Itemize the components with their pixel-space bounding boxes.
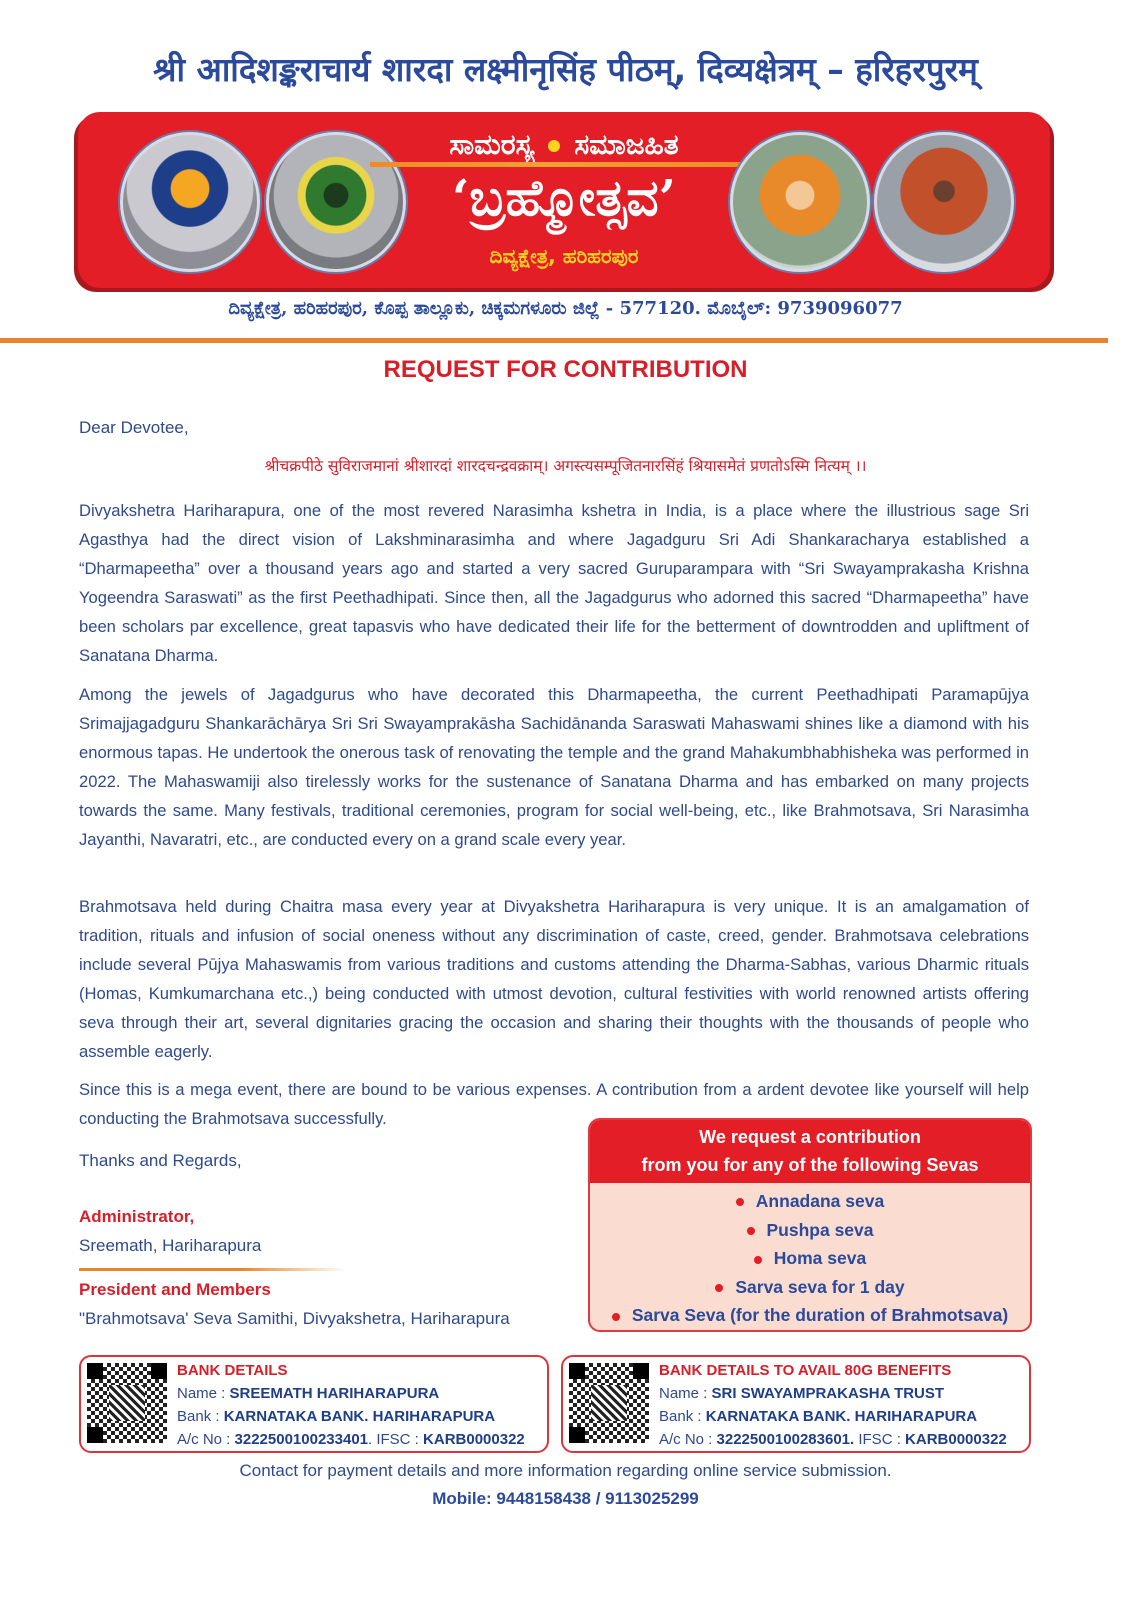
brahmotsava-banner bbox=[78, 112, 1050, 288]
yellow-dot-icon bbox=[548, 140, 560, 152]
signatory-title: President and Members bbox=[79, 1280, 271, 1299]
closing: Thanks and Regards, bbox=[79, 1151, 242, 1170]
paragraph: Divyakshetra Hariharapura, one of the most revered Narasimha kshetra in India, is a place where the illustrious sage Sri Agasthya had the direct vision of Lakshminarasimha and where Jagadguru Sri Adi Shankaracharya established a “Dharmapeetha” over a thousand years ago and started a very sacred Guruparampara with “Sri Swayamprakasha Krishna Yogeendra Saraswati” as the first Peethadhipati. Since then, all the Jagadgurus who adorned this sacred “Dharmapeetha” have been scholars par excellence, great tapasvis who have dedicated their life for the betterment of downtrodden and upliftment of Sanatana Dharma. bbox=[79, 501, 1029, 665]
banner-divider bbox=[370, 162, 760, 167]
tagline-left: ಸಾಮರಸ್ಯ bbox=[449, 128, 535, 161]
address-line: ದಿವ್ಯಕ್ಷೇತ್ರ, ಹರಿಹರಪುರ, ಕೊಪ್ಪ ತಾಲ್ಲೂಕು, ಚಿಕ್ಕಮಗಳೂರು ಜಿಲ್ಲೆ - 577120. ಮೊಬೈಲ್: 9739096077 bbox=[228, 298, 903, 319]
salutation: Dear Devotee, bbox=[79, 418, 189, 437]
seva-item bbox=[590, 1244, 1030, 1273]
letter-title: REQUEST FOR CONTRIBUTION bbox=[383, 356, 748, 383]
banner-place: ದಿವ್ಯಕ್ಷೇತ್ರ, ಹರಿಹರಪುರ bbox=[489, 244, 639, 268]
bank-heading: BANK DETAILS TO AVAIL 80G BENEFITS bbox=[659, 1362, 952, 1379]
header-divider bbox=[0, 338, 1108, 343]
seva-heading-line: We request a contribution bbox=[699, 1127, 921, 1147]
tagline-right: ಸಮಾಜಹಿತ bbox=[574, 128, 679, 161]
peethadhipati-image bbox=[874, 132, 1014, 272]
seva-label: Sarva Seva (for the duration of Brahmotsava) bbox=[631, 1305, 1009, 1326]
seva-item bbox=[590, 1187, 1030, 1216]
acno-label: A/c No : bbox=[177, 1431, 231, 1448]
bullet-icon bbox=[612, 1313, 620, 1321]
paragraph: Since this is a mega event, there are bound to be various expenses. A contribution from a ardent devotee like yourself will help conducting the Brahmotsava successfully. bbox=[79, 1080, 1029, 1128]
ifsc-code: KARB0000322 bbox=[905, 1431, 1007, 1448]
adi-shankaracharya-image bbox=[730, 132, 870, 272]
signatory-subtitle: "Brahmotsava' Seva Samithi, Divyakshetra, Hariharapura bbox=[79, 1309, 510, 1328]
bullet-icon bbox=[715, 1284, 723, 1292]
name-label: Name : bbox=[177, 1385, 226, 1402]
name-label: Name : bbox=[659, 1385, 708, 1402]
bank-heading: BANK DETAILS bbox=[177, 1362, 288, 1379]
peetham-title: श्री आदिशङ्कराचार्य शारदा लक्ष्मीनृसिंह पीठम्, दिव्यक्षेत्रम् – हरिहरपुरम् bbox=[153, 50, 978, 89]
account-name: SRI SWAYAMPRAKASHA TRUST bbox=[711, 1385, 945, 1402]
seva-item bbox=[590, 1216, 1030, 1245]
bank-label: Bank : bbox=[177, 1408, 220, 1425]
seva-label: Sarva seva for 1 day bbox=[735, 1276, 905, 1297]
bank-name: KARNATAKA BANK. HARIHARAPURA bbox=[705, 1408, 978, 1425]
bank-label: Bank : bbox=[659, 1408, 702, 1425]
ifsc-code: KARB0000322 bbox=[423, 1431, 525, 1448]
account-number: 3222500100283601. bbox=[716, 1431, 855, 1448]
acno-label: A/c No : bbox=[659, 1431, 713, 1448]
seva-label: Pushpa seva bbox=[766, 1219, 874, 1240]
seva-label: Homa seva bbox=[773, 1248, 867, 1269]
qr-code-icon[interactable] bbox=[87, 1363, 167, 1443]
contact-note: Contact for payment details and more information regarding online service submission. bbox=[239, 1461, 892, 1480]
signatory-subtitle: Sreemath, Hariharapura bbox=[79, 1236, 262, 1255]
seva-item bbox=[590, 1301, 1030, 1330]
seva-heading-line: from you for any of the following Sevas bbox=[641, 1155, 979, 1175]
bullet-icon bbox=[747, 1227, 755, 1235]
ifsc-label: . IFSC : bbox=[368, 1431, 419, 1448]
account-number: 3222500100233401 bbox=[234, 1431, 369, 1448]
seva-heading bbox=[590, 1120, 1030, 1183]
seva-label: Annadana seva bbox=[755, 1191, 885, 1211]
seva-item bbox=[590, 1273, 1030, 1302]
seva-list bbox=[590, 1183, 1030, 1330]
bullet-icon bbox=[754, 1256, 762, 1264]
qr-code-icon[interactable] bbox=[569, 1363, 649, 1443]
seva-box bbox=[588, 1118, 1032, 1332]
bank-name: KARNATAKA BANK. HARIHARAPURA bbox=[223, 1408, 496, 1425]
signature-divider bbox=[79, 1268, 347, 1271]
paragraph: Among the jewels of Jagadgurus who have decorated this Dharmapeetha, the current Peethadhipati Paramapūjya Srimajjagadguru Shankarāchārya Sri Sri Swayamprakāsha Sachidānanda Saraswati Mahaswami shines like a diamond with his enormous tapas. He undertook the onerous task of renovating the temple and the grand Mahakumbhabhisheka was performed in 2022. The Mahaswamiji also tirelessly works for the sustenance of Sanatana Dharma and has embarked on many projects towards the same. Many festivals, traditional ceremonies, program for social well-being, etc., like Brahmotsava, Sri Narasimha Jayanthi, Navaratri, etc., are conducted every on a grand scale every year. bbox=[79, 685, 1029, 849]
bank-details-card bbox=[79, 1355, 549, 1453]
bank-80g-details-card bbox=[561, 1355, 1031, 1453]
signatory-title: Administrator, bbox=[79, 1207, 195, 1226]
shloka: श्रीचक्रपीठे सुविराजमानां श्रीशारदां शारदचन्द्रवक्राम्। अगस्त्यसम्पूजितनारसिंहं श्रियासमेतं प्रणतोऽस्मि नित्यम् ।। bbox=[264, 457, 867, 475]
ifsc-label: IFSC : bbox=[854, 1431, 901, 1448]
paragraph: Brahmotsava held during Chaitra masa every year at Divyakshetra Hariharapura is very unique. It is an amalgamation of tradition, rituals and infusion of social oneness without any discrimination of caste, creed, gender. Brahmotsava celebrations include several Pūjya Mahaswamis from various traditions and customs attending the Dharma-Sabhas, various Dharmic rituals (Homas, Kumkumarchana etc.,) being conducted with utmost devotion, cultural festivities with world renowned artists offering seva through their art, several dignitaries gracing the occasion and sharing their thoughts with the thousands of people who assemble eagerly. bbox=[79, 897, 1029, 1061]
account-name: SREEMATH HARIHARAPURA bbox=[229, 1385, 440, 1402]
contact-mobile: Mobile: 9448158438 / 9113025299 bbox=[432, 1489, 699, 1508]
event-name: ‘ಬ್ರಹ್ಮೋತ್ಸವ’ bbox=[451, 168, 676, 227]
bullet-icon bbox=[736, 1198, 744, 1206]
